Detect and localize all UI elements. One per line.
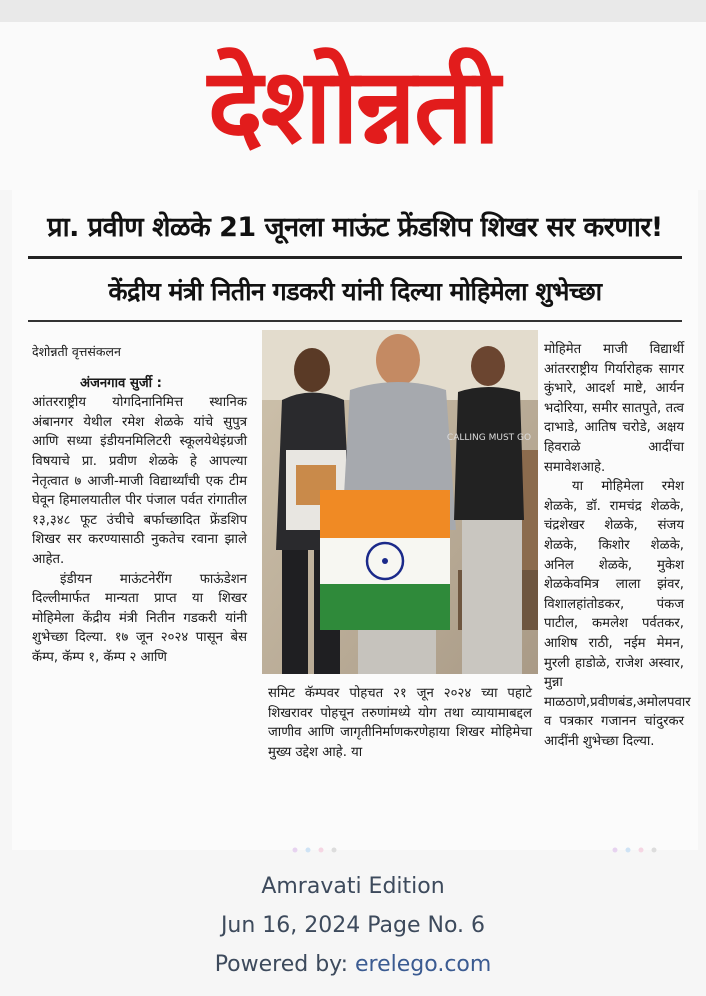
- dateline: अंजनगाव सुर्जी :: [80, 375, 162, 391]
- powered-by: [0, 950, 706, 980]
- paragraph-4: मोहिमेत माजी विद्यार्थी आंतरराष्ट्रीय गिर्यारोहक सागर कुंभारे, आदर्श माष्टे, आर्यन भदोरिया, समीर सातपुते, तत्व दाभाडे, आतिष चरोडे, अक्षय हिवराळे आदींचा समावेशआहे.: [544, 342, 684, 475]
- shirt-text: CALLING MUST GO: [446, 433, 532, 443]
- masthead: [0, 22, 706, 190]
- newspaper-logo: देशोन्नती: [207, 44, 499, 167]
- article-headline: प्रा. प्रवीण शेळके 21 जूनला माऊंट फ्रेंडशिप शिखर सर करणार!: [47, 212, 663, 243]
- paragraph-5: या मोहिमेला रमेश शेळके, डॉ. रामचंद्र शेळके, चंद्रशेखर शेळके, संजय शेळके, किशोर शेळके, अनिल शेळके, मुकेश शेळकेवमित्र लाला झंवर, विशालहांतोडकर, पंकज पाटील, कमलेश पर्वतकर, आशिष राठी, नईम मेमन, मुरली हाडोळे, राजेश अस्वार, मुन्ना माळठाणे,प्रवीणबंड,अमोलपवार व पत्रकार गजानन चांदुरकर आदींनी शुभेच्छा दिल्या.: [544, 479, 691, 749]
- date-page-label: Jun 16, 2024 Page No. 6: [220, 913, 486, 938]
- paragraph-1: आंतरराष्ट्रीय योगदिनानिमित्त स्थानिक अंबानगर येथील रमेश शेळके यांचे सुपुत्र आणि सध्या इंडीयनमिलिटरी स्कूलयेथेइंग्रजी विषयाचे प्रा. प्रवीण शेळके हे आपल्या नेतृत्वात ७ आजी-माजी विद्यार्थ्यांची एक टीम घेवून हिमालयातील पीर पंजाल पर्वत रांगातील १३,३४८ फूट उंचीचे बर्फाच्छादित फ्रेंडशिप शिखर सर करण्यासाठी नुकतेच रवाना झाले आहेत.: [32, 395, 247, 567]
- top-bar: [0, 0, 706, 22]
- subheadline-divider: [28, 320, 682, 322]
- article-column-middle: [268, 684, 532, 762]
- article-subheadline: केंद्रीय मंत्री नितीन गडकरी यांनी दिल्या मोहिमेला शुभेच्छा: [108, 277, 602, 306]
- paragraph-3: समिट कॅम्पवर पोहचत २१ जून २०२४ च्या पहाटे शिखरावर पोहचून तरुणांमध्ये योग तथा व्यायामाबद्दल जाणीव आणि जागृतीनिर्माणकरणेहाया शिखर मोहिमेचा मुख्य उद्देश आहे. या: [268, 686, 532, 760]
- powered-by-link[interactable]: erelego.com: [355, 952, 492, 977]
- photo-illustration: [262, 330, 538, 674]
- powered-by-prefix: Powered by:: [214, 952, 356, 977]
- byline: देशोन्नती वृत्तसंकलन: [32, 344, 121, 359]
- article-column-right: [544, 340, 691, 751]
- news-photo: [262, 330, 538, 674]
- edition-label: Amravati Edition: [261, 874, 445, 899]
- color-register-dots: [290, 847, 350, 853]
- color-register-dots-right: [610, 847, 670, 853]
- headline-divider: [28, 256, 682, 259]
- paragraph-2: इंडीयन माऊंटनेरींग फाऊंडेशन दिल्लीमार्फत मान्यता प्राप्त या शिखर मोहिमेला केंद्रीय मंत्री नितीन गडकरी यांनी शुभेच्छा दिल्या. १७ जून २०२४ पासून बेस कॅम्प, कॅम्प १, कॅम्प २ आणि: [32, 571, 247, 665]
- article-column-left: [32, 342, 247, 668]
- newspaper-clipping: [12, 190, 698, 850]
